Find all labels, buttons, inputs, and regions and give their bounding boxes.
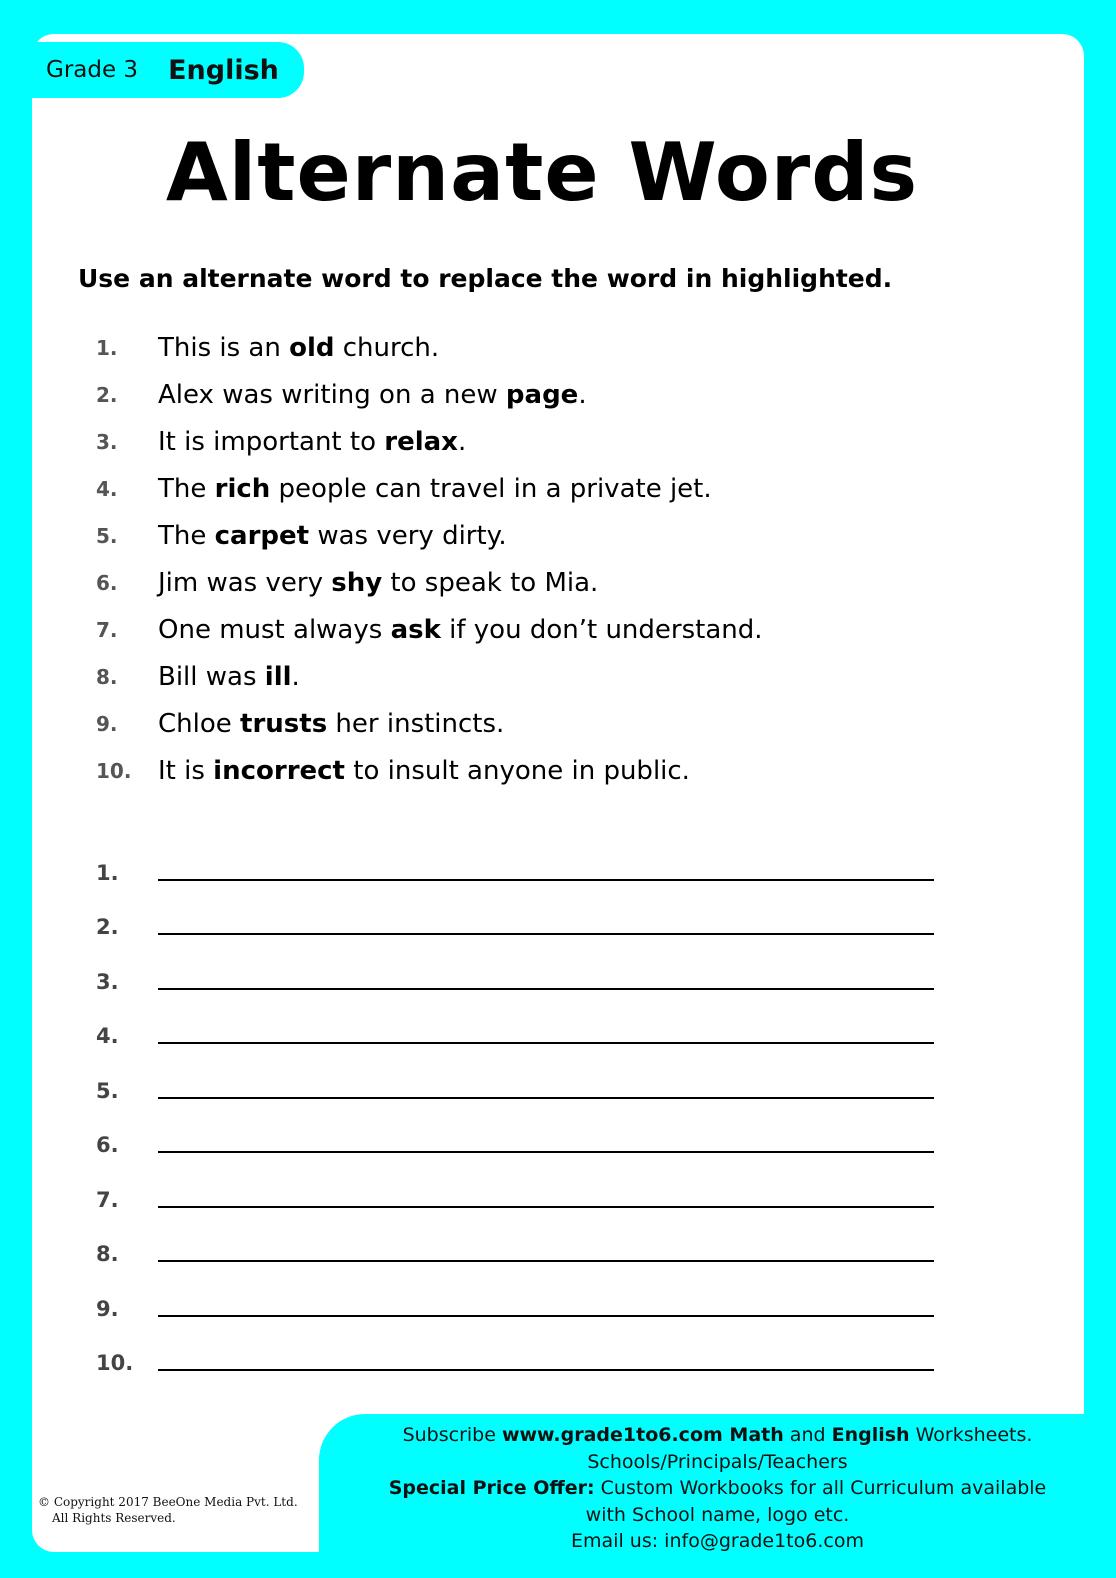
question-number: 9.	[96, 711, 118, 736]
question-sentence: It is important to relax.	[158, 426, 467, 457]
answer-number: 4.	[96, 1024, 119, 1048]
question-item	[96, 324, 763, 371]
answer-number: 6.	[96, 1133, 119, 1157]
question-item	[96, 606, 763, 653]
answer-line[interactable]	[158, 879, 934, 881]
answer-number: 5.	[96, 1078, 119, 1103]
answer-line[interactable]	[158, 1097, 934, 1099]
question-number: 2.	[96, 382, 118, 407]
question-number: 7.	[96, 617, 118, 642]
answer-row[interactable]	[96, 1050, 934, 1105]
promo-footer	[319, 1414, 1116, 1578]
question-item	[96, 559, 763, 606]
question-number: 3.	[96, 429, 118, 454]
question-number: 10.	[96, 758, 132, 783]
question-sentence: Chloe trusts her instincts.	[158, 708, 505, 739]
answer-row[interactable]	[96, 941, 934, 996]
question-item	[96, 465, 763, 512]
highlighted-word: carpet	[214, 520, 310, 551]
answer-row[interactable]	[96, 1159, 934, 1214]
question-list	[96, 324, 763, 794]
question-item	[96, 700, 763, 747]
answer-row[interactable]	[96, 1323, 934, 1378]
offer-detail-line: with School name, logo etc.	[585, 1503, 850, 1526]
question-sentence: The rich people can travel in a private jet.	[158, 473, 712, 504]
subject-label: English	[168, 54, 279, 86]
answer-line[interactable]	[158, 1206, 934, 1208]
answer-line[interactable]	[158, 988, 934, 990]
question-sentence: This is an old church.	[158, 332, 440, 363]
answer-number: 1.	[96, 860, 119, 885]
question-sentence: Bill was ill.	[158, 661, 300, 692]
answer-row[interactable]	[96, 832, 934, 887]
question-item	[96, 653, 763, 700]
answer-line[interactable]	[158, 1042, 934, 1044]
question-sentence: One must always ask if you don’t understand.	[158, 614, 763, 645]
audience-line: Schools/Principals/Teachers	[587, 1450, 848, 1473]
highlighted-word: relax	[384, 426, 458, 457]
question-sentence: It is incorrect to insult anyone in public.	[158, 755, 690, 786]
question-item	[96, 371, 763, 418]
email-line[interactable]: Email us: info@grade1to6.com	[571, 1530, 864, 1552]
highlighted-word: ask	[390, 614, 441, 645]
rights-line: All Rights Reserved.	[52, 1511, 176, 1525]
offer-line: Special Price Offer: Custom Workbooks for all Curriculum available	[388, 1477, 1047, 1499]
website-link[interactable]: www.grade1to6.com Math	[501, 1424, 784, 1446]
answer-number: 8.	[96, 1242, 119, 1266]
highlighted-word: old	[289, 332, 335, 363]
highlighted-word: trusts	[240, 708, 328, 739]
question-number: 1.	[96, 335, 118, 360]
answer-row[interactable]	[96, 996, 934, 1051]
page-title: Alternate Words	[165, 126, 919, 219]
answer-row[interactable]	[96, 887, 934, 942]
highlighted-word: rich	[214, 473, 271, 504]
copyright-line: © Copyright 2017 BeeOne Media Pvt. Ltd.	[38, 1495, 298, 1509]
question-item	[96, 418, 763, 465]
answer-number: 9.	[96, 1296, 119, 1321]
question-sentence: Jim was very shy to speak to Mia.	[158, 567, 599, 598]
copyright-notice	[38, 1494, 298, 1526]
question-item	[96, 512, 763, 559]
instruction-text: Use an alternate word to replace the word in highlighted.	[78, 264, 893, 293]
answer-line[interactable]	[158, 1260, 934, 1262]
answer-number: 2.	[96, 915, 119, 939]
question-item	[96, 747, 763, 794]
answer-line[interactable]	[158, 1315, 934, 1317]
answer-line[interactable]	[158, 933, 934, 935]
answer-row[interactable]	[96, 1105, 934, 1160]
grade-tab	[32, 42, 304, 98]
question-sentence: Alex was writing on a new page.	[158, 379, 587, 410]
question-number: 6.	[96, 570, 118, 595]
answer-row[interactable]	[96, 1214, 934, 1269]
answer-list	[96, 832, 934, 1377]
grade-label: Grade 3	[46, 57, 139, 83]
question-number: 5.	[96, 523, 118, 548]
answer-line[interactable]	[158, 1151, 934, 1153]
highlighted-word: page	[505, 379, 579, 410]
subscribe-line: Subscribe www.grade1to6.com Math and English Worksheets.	[402, 1424, 1033, 1446]
answer-row[interactable]	[96, 1268, 934, 1323]
highlighted-word: incorrect	[213, 755, 345, 786]
question-number: 8.	[96, 664, 118, 689]
question-sentence: The carpet was very dirty.	[158, 520, 507, 551]
question-number: 4.	[96, 476, 118, 501]
highlighted-word: ill	[264, 661, 292, 692]
highlighted-word: shy	[331, 567, 383, 598]
answer-number: 3.	[96, 969, 119, 994]
answer-number: 10.	[96, 1351, 134, 1375]
answer-line[interactable]	[158, 1369, 934, 1371]
answer-number: 7.	[96, 1187, 119, 1212]
